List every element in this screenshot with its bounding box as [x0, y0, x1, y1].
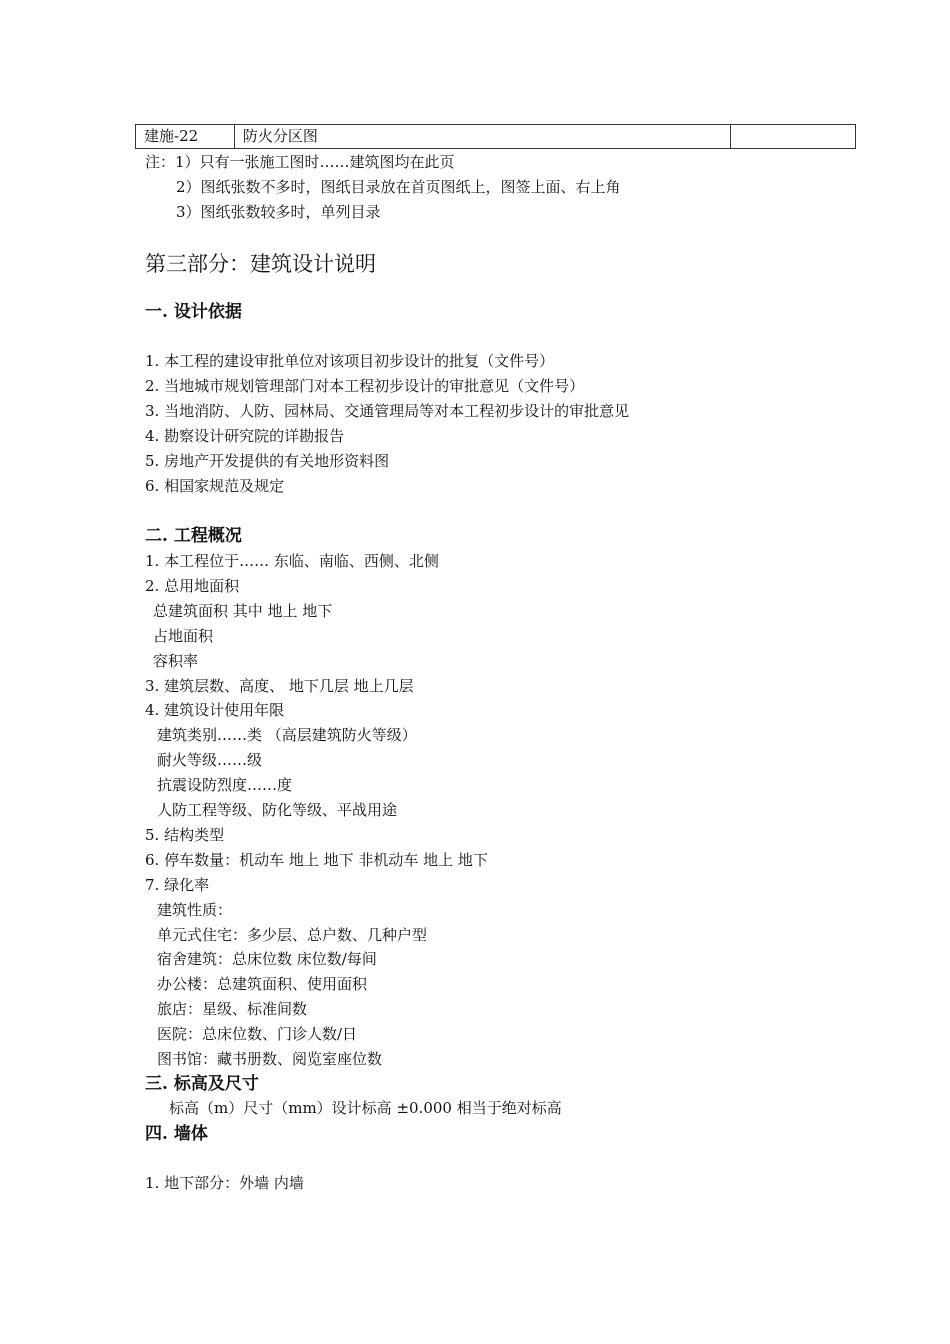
list-item: 耐火等级……级 [157, 751, 263, 769]
list-item: 占地面积 [153, 627, 214, 645]
list-item: 2. 当地城市规划管理部门对本工程初步设计的审批意见（文件号） [145, 377, 585, 395]
list-item: 5. 结构类型 [145, 826, 225, 844]
list-item: 3. 当地消防、人防、园林局、交通管理局等对本工程初步设计的审批意见 [145, 402, 630, 420]
part-title: 第三部分：建筑设计说明 [145, 252, 376, 276]
list-item: 抗震设防烈度……度 [157, 776, 293, 794]
list-item: 宿舍建筑：总床位数 床位数/每间 [157, 950, 377, 968]
section-heading: 二. 工程概况 [145, 526, 242, 546]
note-line: 2）图纸张数不多时，图纸目录放在首页图纸上，图签上面、右上角 [176, 178, 621, 196]
list-item: 总建筑面积 其中 地上 地下 [153, 602, 333, 620]
list-item: 4. 建筑设计使用年限 [145, 701, 285, 719]
note-line: 注：1）只有一张施工图时……建筑图均在此页 [145, 153, 455, 171]
list-item: 图书馆：藏书册数、阅览室座位数 [157, 1050, 383, 1068]
drawing-title-cell: 防火分区图 [234, 125, 730, 149]
list-item: 办公楼：总建筑面积、使用面积 [157, 975, 368, 993]
list-item: 容积率 [153, 652, 199, 670]
list-item: 6. 停车数量：机动车 地上 地下 非机动车 地上 地下 [145, 851, 488, 869]
list-item: 建筑性质： [157, 901, 233, 919]
section-heading: 四. 墙体 [145, 1124, 208, 1144]
list-item: 4. 勘察设计研究院的详勘报告 [145, 427, 345, 445]
list-item: 人防工程等级、防化等级、平战用途 [157, 801, 398, 819]
list-item: 5. 房地产开发提供的有关地形资料图 [145, 452, 390, 470]
table-row [136, 125, 856, 149]
note-line: 3）图纸张数较多时，单列目录 [176, 203, 381, 221]
section-heading: 一. 设计依据 [145, 302, 242, 322]
list-item: 1. 本工程位于…… 东临、南临、西侧、北侧 [145, 552, 439, 570]
drawing-code-cell: 建施-22 [136, 125, 235, 149]
section-heading: 三. 标高及尺寸 [145, 1074, 259, 1094]
list-item: 2. 总用地面积 [145, 577, 240, 595]
drawing-extra-cell [731, 125, 856, 149]
list-item: 单元式住宅：多少层、总户数、几种户型 [157, 926, 428, 944]
drawing-list-table [135, 124, 856, 149]
list-item: 建筑类别……类 （高层建筑防火等级） [157, 726, 417, 744]
list-item: 医院：总床位数、门诊人数/日 [157, 1025, 358, 1043]
list-item: 1. 地下部分：外墙 内墙 [145, 1174, 304, 1192]
list-item: 6. 相国家规范及规定 [145, 477, 285, 495]
list-item: 7. 绿化率 [145, 876, 210, 894]
list-item: 1. 本工程的建设审批单位对该项目初步设计的批复（文件号） [145, 352, 555, 370]
list-item: 标高（m）尺寸（mm）设计标高 ±0.000 相当于绝对标高 [169, 1099, 562, 1117]
list-item: 旅店：星级、标准间数 [157, 1000, 308, 1018]
list-item: 3. 建筑层数、高度、 地下几层 地上几层 [145, 677, 414, 695]
